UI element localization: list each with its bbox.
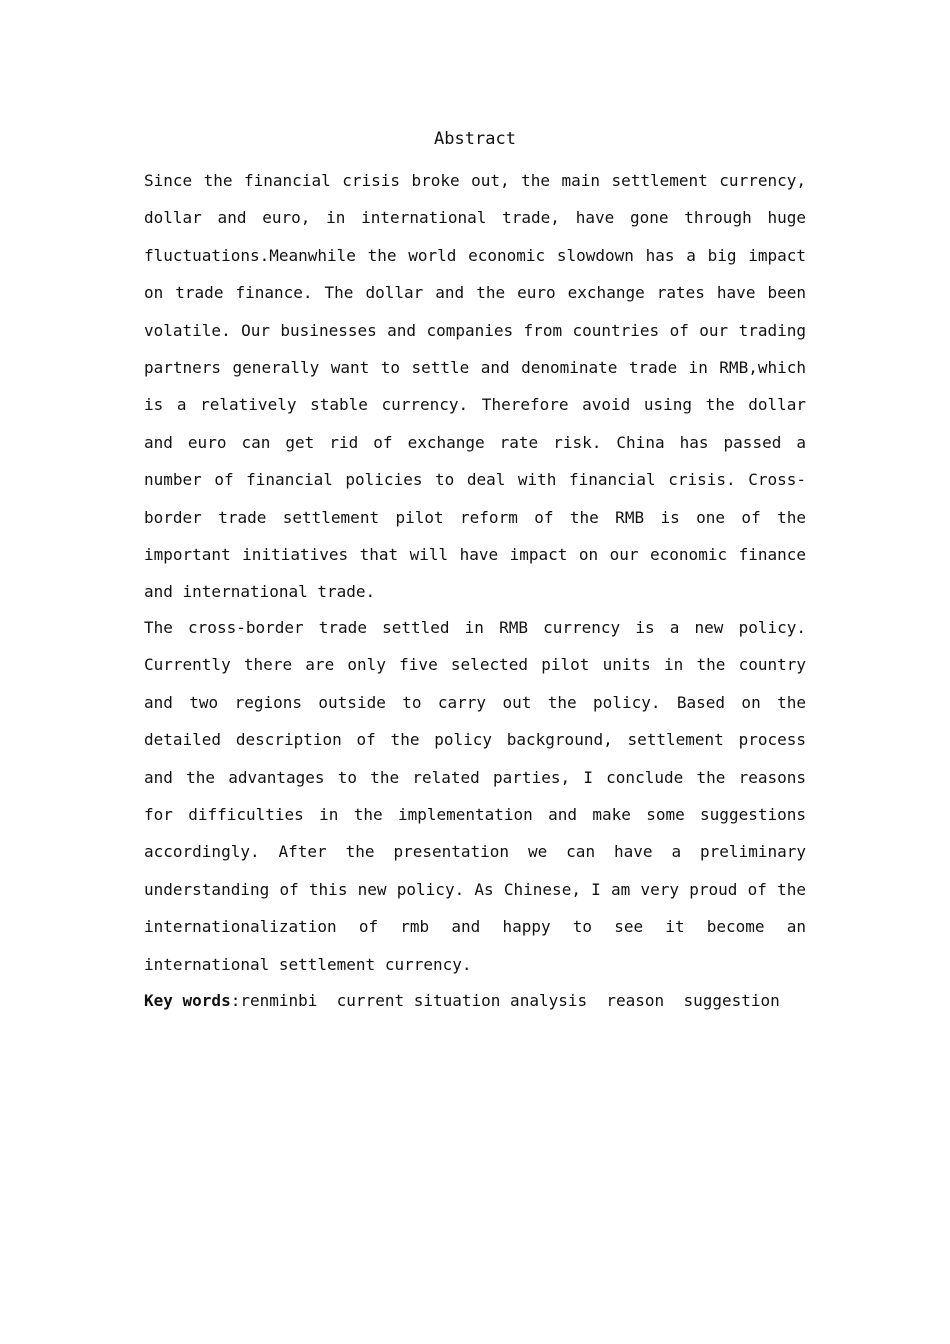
- abstract-title: Abstract: [434, 129, 516, 149]
- keywords-value: :renminbi current situation analysis reason suggestion: [230, 990, 780, 1010]
- keywords-line: [144, 983, 806, 1019]
- abstract-paragraph-2: The cross-border trade settled in RMB currency is a new policy. Currently there are only five selected pilot units in the country and two regions outside to carry out the policy. Based on the detailed description of the policy background, settlement process and the advantages to the related parties, I conclude the reasons for difficulties in the implementation and make some suggestions accordingly. After the presentation we can have a preliminary understanding of this new policy. As Chinese, I am very proud of the internationalization of rmb and happy to see it become an international settlement currency.: [144, 617, 806, 974]
- keywords-label: Key words: [144, 990, 231, 1010]
- abstract-paragraph-1: Since the financial crisis broke out, the main settlement currency, dollar and euro, in international trade, have gone through huge fluctuations.Meanwhile the world economic slowdown has a big impact on trade finance. The dollar and the euro exchange rates have been volatile. Our businesses and companies from countries of our trading partners generally want to settle and denominate trade in RMB,which is a relatively stable currency. Therefore avoid using the dollar and euro can get rid of exchange rate risk. China has passed a number of financial policies to deal with financial crisis. Cross-border trade settlement pilot reform of the RMB is one of the important initiatives that will have impact on our economic finance and international trade.: [144, 171, 806, 602]
- abstract-section: [144, 126, 806, 1019]
